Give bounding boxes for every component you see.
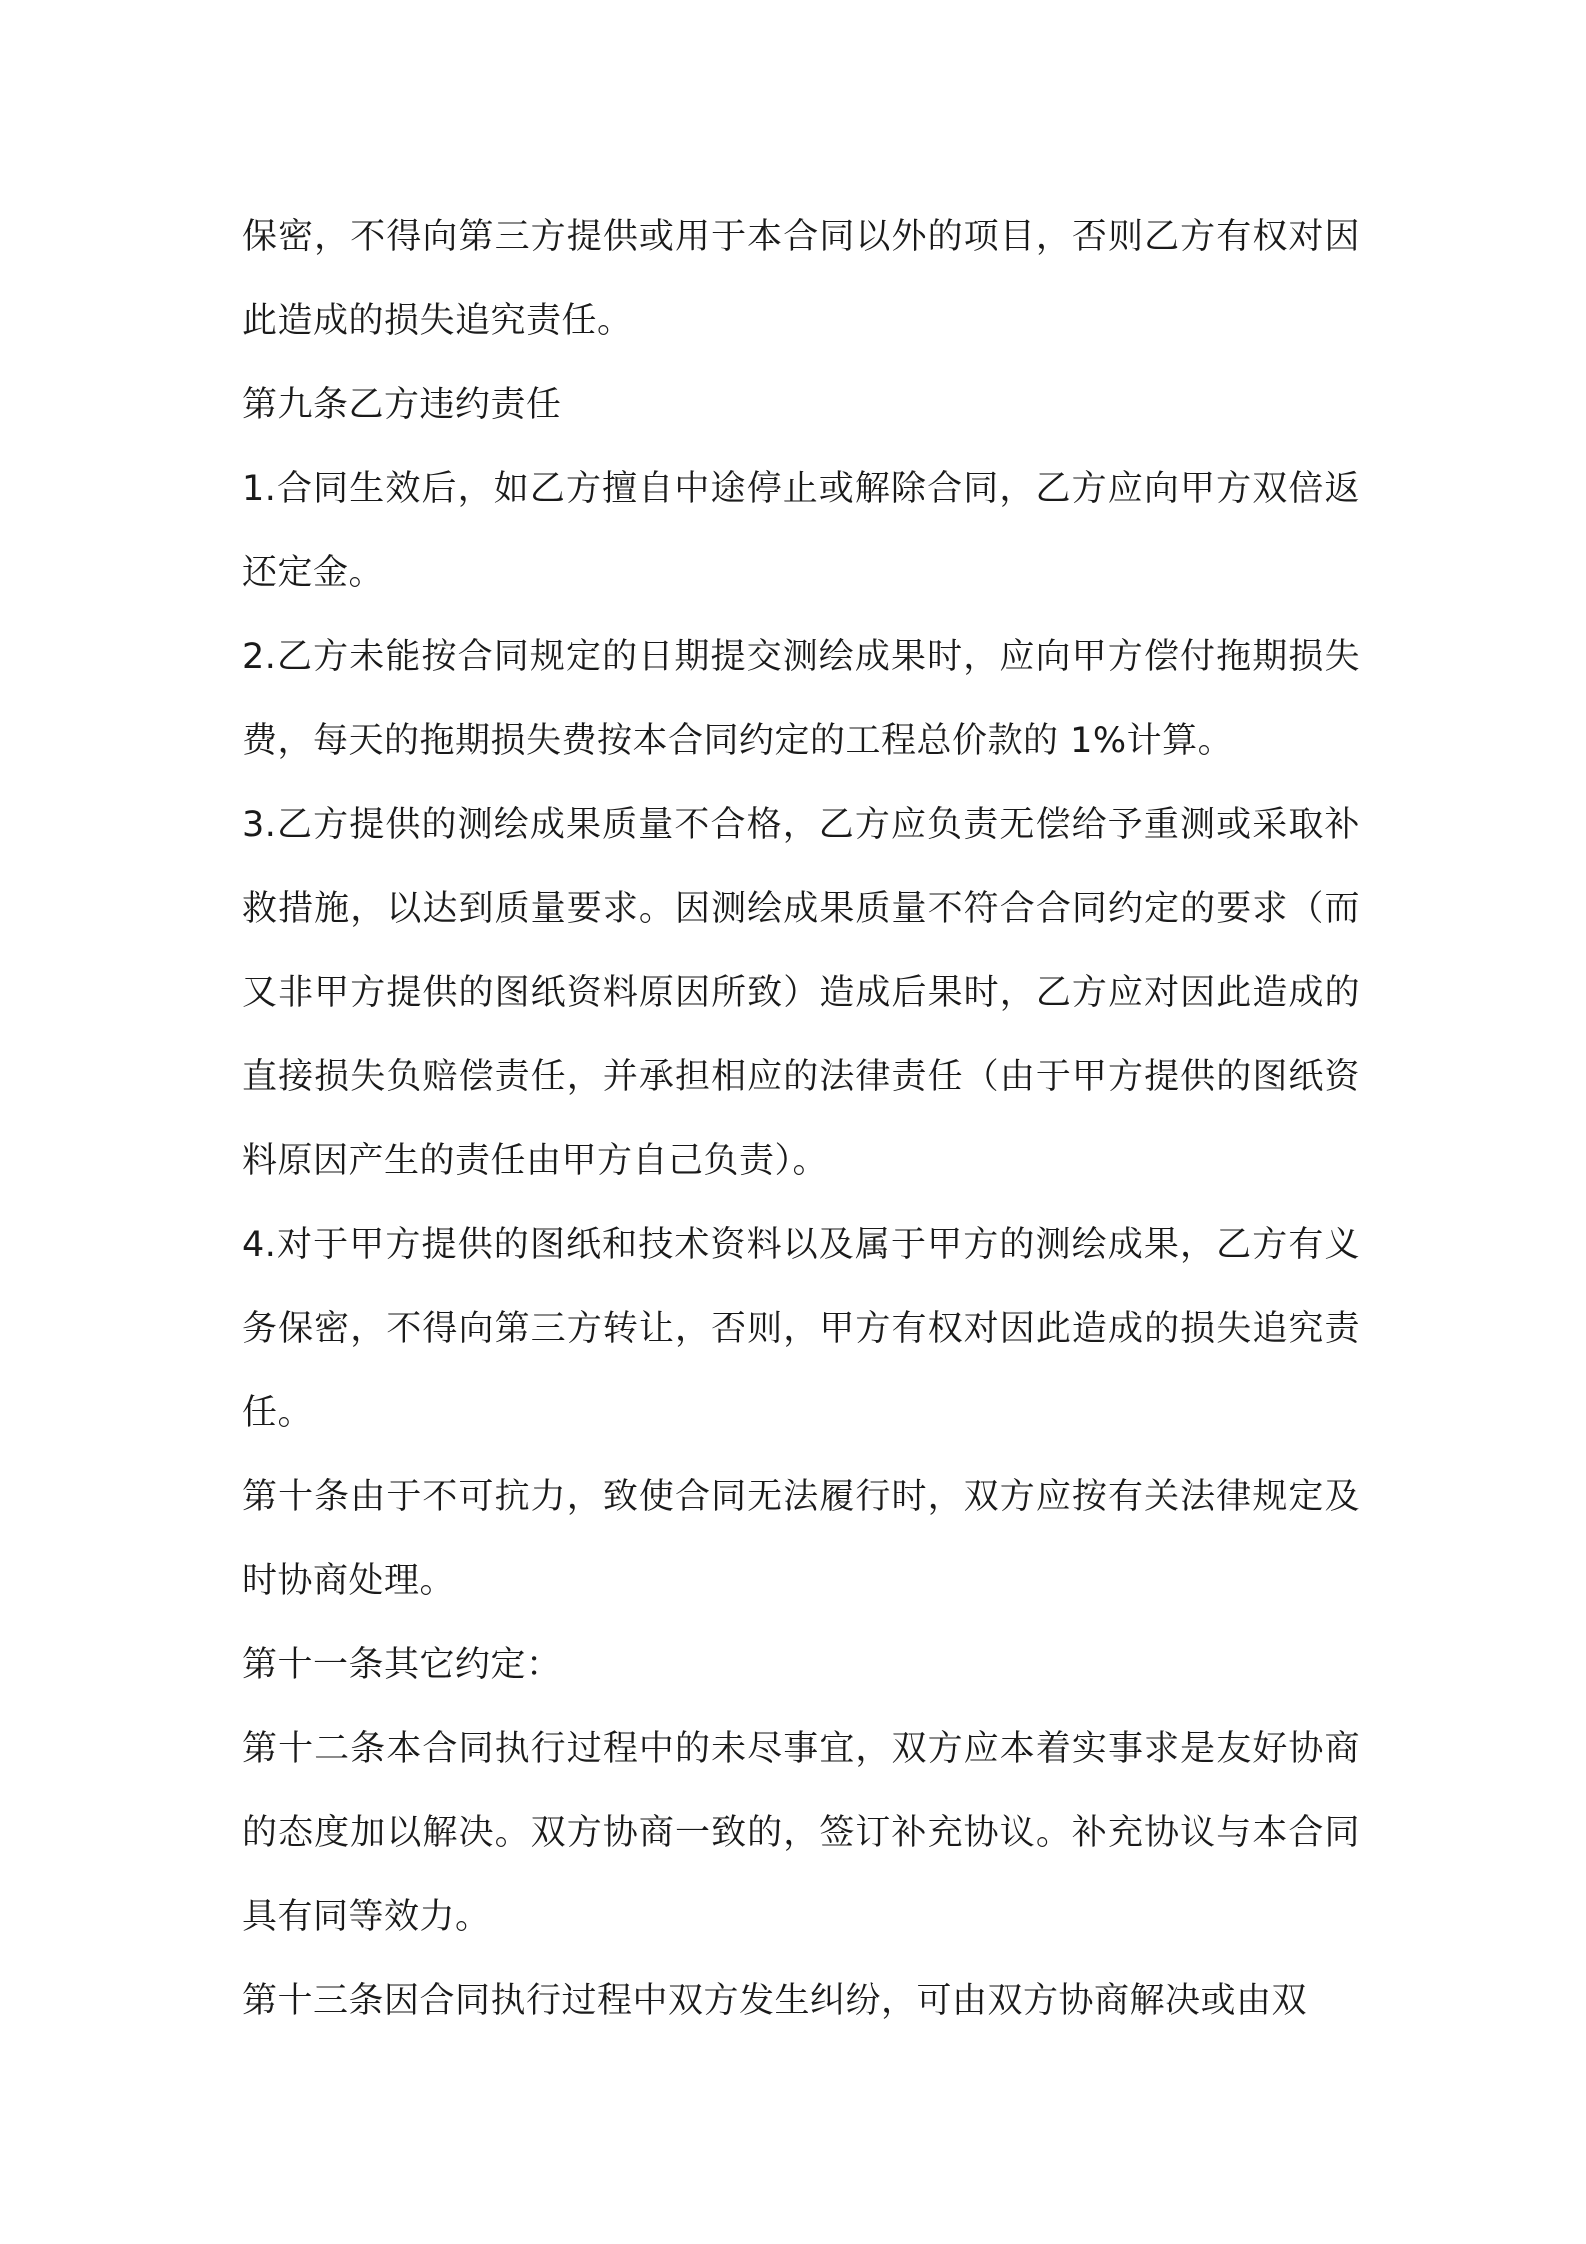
clause-9-1: 1.合同生效后，如乙方擅自中途停止或解除合同，乙方应向甲方双倍返还定金。 [242,469,1360,593]
document-body [242,195,1360,2043]
clause-9-3: 3.乙方提供的测绘成果质量不合格，乙方应负责无偿给予重测或采取补救措施，以达到质量要求。因测绘成果质量不符合合同约定的要求（而又非甲方提供的图纸资料原因所致）造成后果时，乙方应对因此造成的直接损失负赔偿责任，并承担相应的法律责任（由于甲方提供的图纸资料原因产生的责任由甲方自己负责）。 [242,805,1360,1181]
article-13: 第十三条因合同执行过程中双方发生纠纷，可由双方协商解决或由双 [242,1981,1308,2021]
article-12: 第十二条本合同执行过程中的未尽事宜，双方应本着实事求是友好协商的态度加以解决。双方协商一致的，签订补充协议。补充协议与本合同具有同等效力。 [242,1729,1360,1937]
clause-9-2: 2.乙方未能按合同规定的日期提交测绘成果时，应向甲方偿付拖期损失费，每天的拖期损失费按本合同约定的工程总价款的 1%计算。 [242,637,1360,761]
article-11: 第十一条其它约定： [242,1645,562,1685]
paragraph-confidentiality-continued: 保密，不得向第三方提供或用于本合同以外的项目，否则乙方有权对因此造成的损失追究责任。 [242,217,1360,341]
heading-article-9: 第九条乙方违约责任 [242,385,562,425]
clause-9-4: 4.对于甲方提供的图纸和技术资料以及属于甲方的测绘成果，乙方有义务保密，不得向第三方转让，否则，甲方有权对因此造成的损失追究责任。 [242,1225,1360,1433]
article-10: 第十条由于不可抗力，致使合同无法履行时，双方应按有关法律规定及时协商处理。 [242,1477,1360,1601]
